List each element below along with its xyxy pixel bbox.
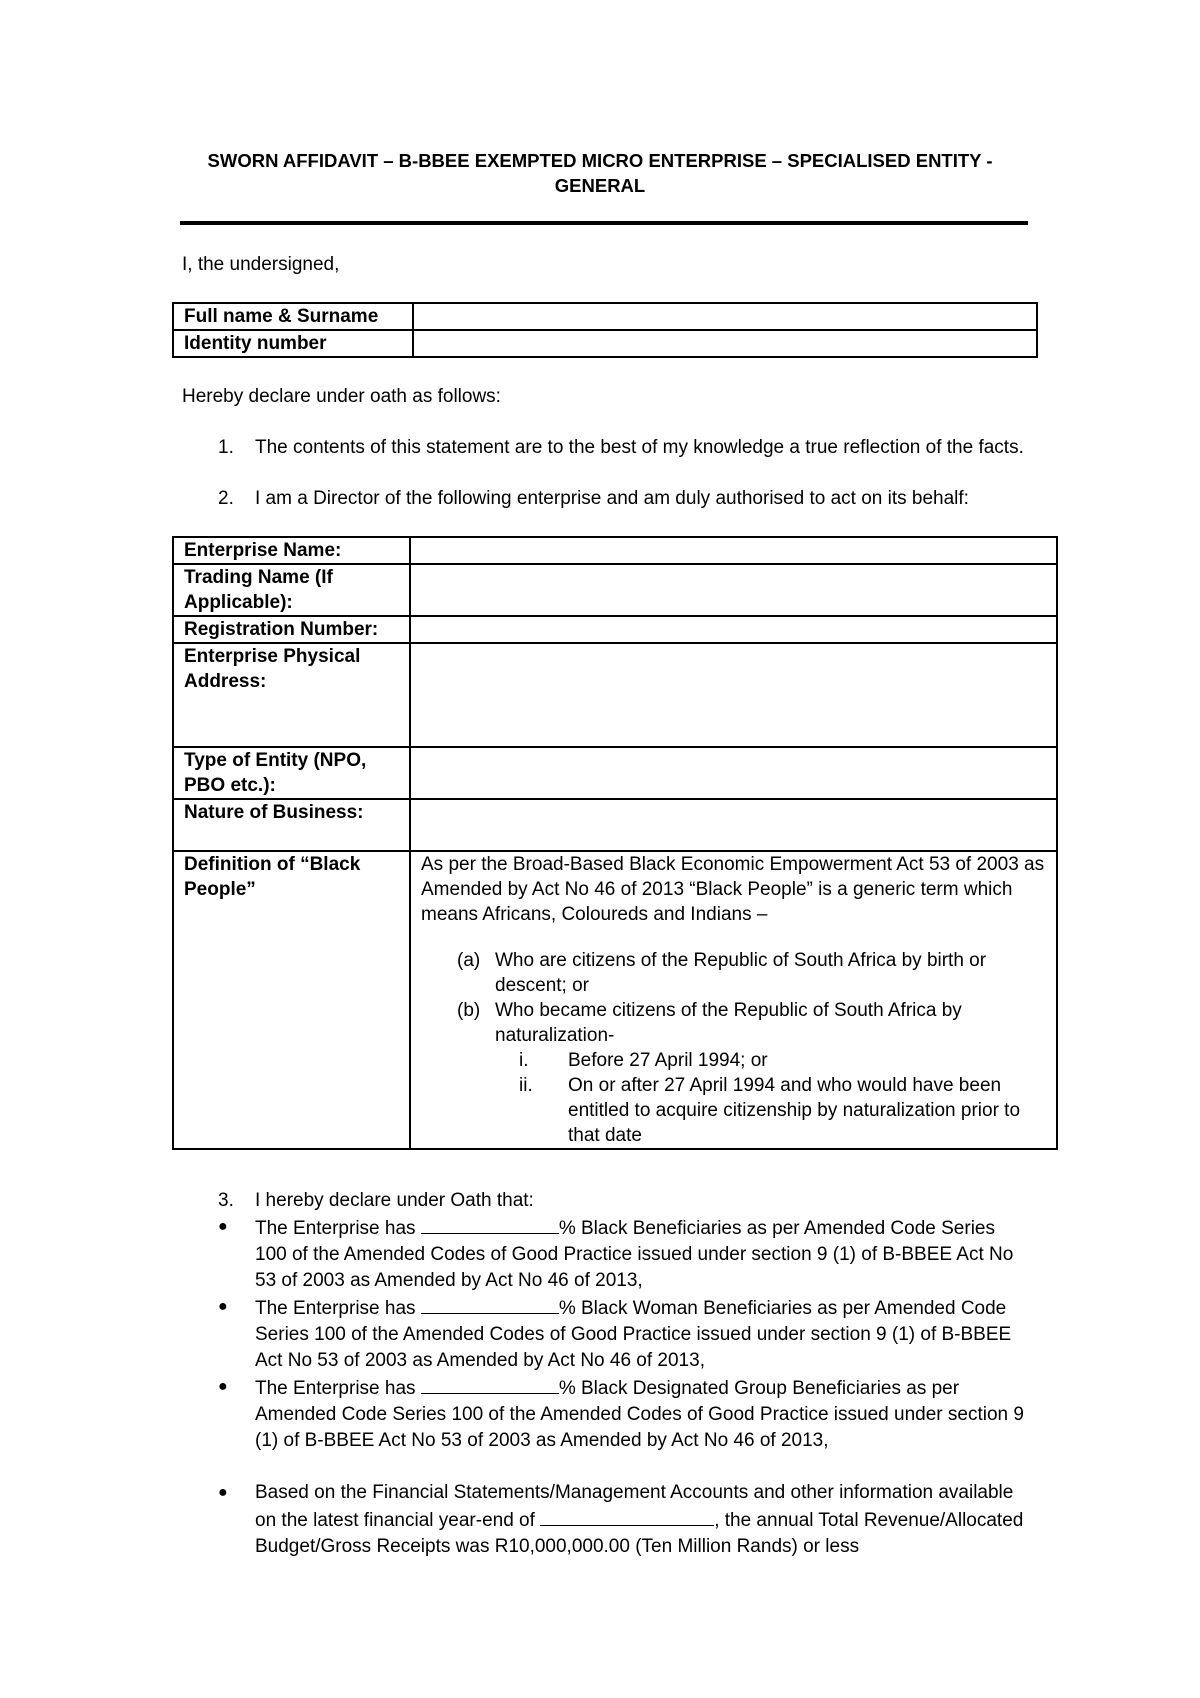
statement-number: 3. (218, 1190, 234, 1211)
trading-name-field[interactable] (410, 564, 1057, 616)
declaration-text-post: % Black Designated Group Beneficiaries as per Amended Code Series 100 of the Amended Codes of Good Practice issued under section 9 (1) of B-BBEE Act No 53 of 2003 as Amended by Act No 46 of 2013, (255, 1378, 1024, 1451)
item-marker: ii. (519, 1075, 533, 1096)
statement-text: I am a Director of the following enterprise and am duly authorised to act on its behalf: (255, 488, 969, 509)
table-row (173, 564, 1057, 616)
percentage-blank[interactable] (421, 1214, 559, 1234)
item-text: On or after 27 April 1994 and who would have been entitled to acquire citizenship by naturalization prior to that date (568, 1075, 1021, 1146)
item-text: Who became citizens of the Republic of South Africa by naturalization- (495, 1000, 962, 1046)
entity-type-label: Type of Entity (NPO, PBO etc.): (173, 747, 410, 799)
full-name-field[interactable] (413, 303, 1037, 330)
definition-subitem-i (421, 1048, 1046, 1073)
percentage-blank[interactable] (421, 1294, 559, 1314)
financial-year-end-blank[interactable] (540, 1506, 714, 1526)
definition-item-a (421, 948, 1046, 998)
declaration-black-woman-beneficiaries (218, 1294, 1028, 1374)
physical-address-label: Enterprise Physical Address: (173, 643, 410, 747)
declaration-text-post: , the annual Total Revenue/Allocated Budget/Gross Receipts was R10,000,000.00 (Ten Million Rands) or less (255, 1510, 1024, 1557)
table-row (173, 330, 1037, 357)
enterprise-table (172, 536, 1058, 1150)
statement-number: 2. (218, 488, 234, 509)
table-row (173, 799, 1057, 851)
declaration-text-pre: The Enterprise has (255, 1378, 416, 1399)
identity-table (172, 302, 1038, 358)
declaration-annual-revenue (218, 1480, 1028, 1560)
table-row (173, 851, 1057, 1149)
item-marker: (b) (457, 1000, 481, 1021)
enterprise-name-field[interactable] (410, 537, 1057, 564)
table-row (173, 303, 1037, 330)
oath-declarations (218, 1214, 1028, 1560)
declaration-text-post: % Black Woman Beneficiaries as per Amended Code Series 100 of the Amended Codes of Good Practice issued under section 9 (1) of B-BBEE Act No 53 of 2003 as Amended by Act No 46 of 2013, (255, 1298, 1012, 1371)
declaration-black-beneficiaries (218, 1214, 1028, 1294)
black-people-definition (410, 851, 1057, 1149)
intro-text: I, the undersigned, (182, 254, 340, 275)
nature-of-business-label: Nature of Business: (173, 799, 410, 851)
declaration-designated-group-beneficiaries (218, 1374, 1028, 1454)
declare-text: Hereby declare under oath as follows: (182, 386, 501, 407)
title-line-2: GENERAL (554, 175, 646, 196)
item-marker: i. (519, 1050, 529, 1071)
nature-of-business-field[interactable] (410, 799, 1057, 851)
declaration-text-pre: The Enterprise has (255, 1218, 416, 1239)
table-row (173, 747, 1057, 799)
table-row (173, 643, 1057, 747)
definition-item-b (421, 998, 1046, 1048)
bullet-icon: ● (218, 1218, 228, 1235)
item-text: Who are citizens of the Republic of South Africa by birth or descent; or (495, 950, 987, 996)
definition-intro: As per the Broad-Based Black Economic Empowerment Act 53 of 2003 as Amended by Act No 46 of 2013 “Black People” is a generic term which means Africans, Coloureds and Indians – (421, 854, 1045, 925)
entity-type-field[interactable] (410, 747, 1057, 799)
declaration-text-pre: Based on the Financial Statements/Management Accounts and other information available on the latest financial year-end of (255, 1482, 1014, 1531)
full-name-label: Full name & Surname (173, 303, 413, 330)
statement-text: The contents of this statement are to the best of my knowledge a true reflection of the facts. (255, 437, 1024, 458)
definition-subitem-ii (421, 1073, 1046, 1148)
percentage-blank[interactable] (421, 1374, 559, 1394)
trading-name-label: Trading Name (If Applicable): (173, 564, 410, 616)
document-title (180, 148, 1020, 198)
registration-number-field[interactable] (410, 616, 1057, 643)
table-row (173, 616, 1057, 643)
black-people-definition-label: Definition of “Black People” (173, 851, 410, 1149)
item-text: Before 27 April 1994; or (568, 1050, 768, 1071)
statement-text: I hereby declare under Oath that: (255, 1190, 534, 1211)
registration-number-label: Registration Number: (173, 616, 410, 643)
bullet-icon: ● (218, 1378, 228, 1395)
declaration-text-pre: The Enterprise has (255, 1298, 416, 1319)
definition-list (421, 948, 1046, 1148)
identity-number-label: Identity number (173, 330, 413, 357)
declaration-text-post: % Black Beneficiaries as per Amended Code Series 100 of the Amended Codes of Good Practice issued under section 9 (1) of B-BBEE Act No 53 of 2003 as Amended by Act No 46 of 2013, (255, 1218, 1014, 1291)
statement-number: 1. (218, 437, 234, 458)
item-marker: (a) (457, 950, 481, 971)
identity-number-field[interactable] (413, 330, 1037, 357)
physical-address-field[interactable] (410, 643, 1057, 747)
title-divider (180, 221, 1028, 225)
bullet-icon: ● (218, 1484, 228, 1501)
enterprise-name-label: Enterprise Name: (173, 537, 410, 564)
table-row (173, 537, 1057, 564)
title-line-1: SWORN AFFIDAVIT – B-BBEE EXEMPTED MICRO ENTERPRISE – SPECIALISED ENTITY - (207, 150, 993, 171)
bullet-icon: ● (218, 1298, 228, 1315)
